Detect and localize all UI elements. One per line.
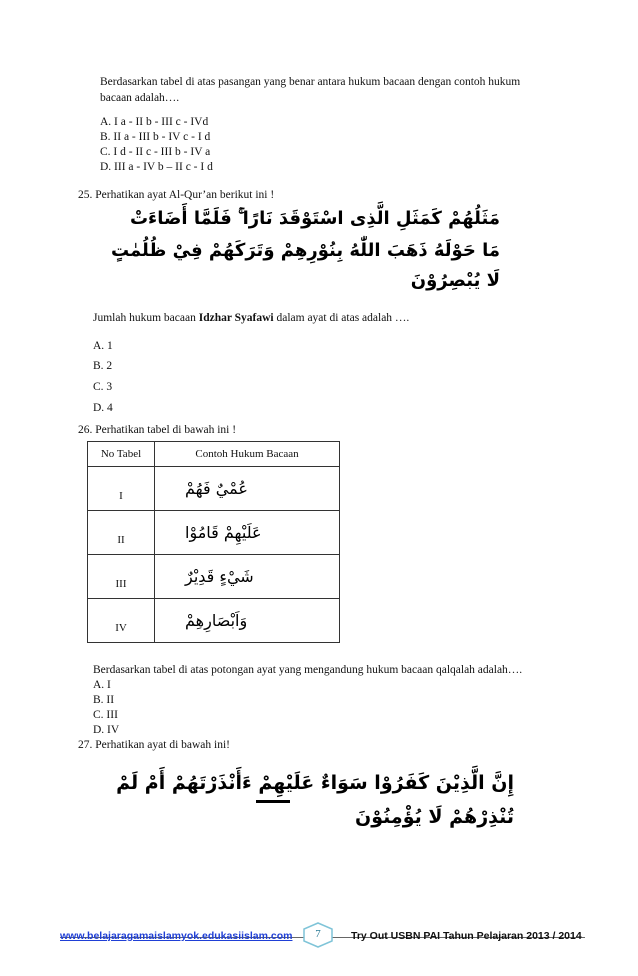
q27-prompt: 27. Perhatikan ayat di bawah ini! xyxy=(78,739,231,751)
q26-table-header-example: Contoh Hukum Bacaan xyxy=(155,442,340,467)
q27-ayah-underline xyxy=(256,800,290,803)
q24-text-line1: Berdasarkan tabel di atas pasangan yang benar antara hukum bacaan dengan contoh hukum xyxy=(100,76,521,88)
q26-row-arabic: وَاَبْصَارِهِمْ xyxy=(155,599,340,643)
q24-option-d: D. III a - IV b – II c - I d xyxy=(100,161,213,173)
q26-row-no: IV xyxy=(88,599,155,643)
q25-prompt: 25. Perhatikan ayat Al-Qur’an berikut ini ! xyxy=(78,189,275,201)
q25-ayah-image xyxy=(100,206,500,298)
q25-question-prefix: Jumlah hukum bacaan xyxy=(93,312,199,324)
q26-table-header-no: No Tabel xyxy=(88,442,155,467)
q25-ayah-line1: مَثَلُهُمْ كَمَثَلِ الَّذِى اسْتَوْقَدَ نَارًا ۚ فَلَمَّا أَضَاءَتْ xyxy=(129,208,500,229)
q27-ayah-line1: إِنَّ الَّذِيْنَ كَفَرُوْا سَوَاءٌ عَلَيْهِمْ ءَأَنْذَرْتَهُمْ أَمْ لَمْ xyxy=(116,772,514,794)
q26-option-b: B. II xyxy=(93,694,115,706)
q27-ayah-image xyxy=(70,772,514,840)
q24-option-b: B. II a - III b - IV c - I d xyxy=(100,131,211,143)
q25-option-c: C. 3 xyxy=(93,381,113,393)
q26-row-arabic: عَلَيْهِمْ قَامُوْا xyxy=(155,511,340,555)
page-number: 7 xyxy=(315,928,321,940)
q24-text-line2: bacaan adalah…. xyxy=(100,92,180,104)
q26-table xyxy=(87,441,340,643)
q26-row-no: I xyxy=(88,467,155,511)
footer-link[interactable]: www.belajaragamaislamyok.edukasiislam.com xyxy=(60,930,293,942)
q26-table-row xyxy=(88,467,340,511)
q25-question xyxy=(93,311,409,325)
q25-question-bold: Idzhar Syafawi xyxy=(198,312,274,324)
q26-row-arabic: شَيْءٍ قَدِيْرٌ xyxy=(155,555,340,599)
q26-prompt: 26. Perhatikan tabel di bawah ini ! xyxy=(78,424,237,436)
q25-option-d: D. 4 xyxy=(93,402,113,414)
q26-table-row xyxy=(88,555,340,599)
q26-table-row xyxy=(88,599,340,643)
q25-ayah-line3: لَا يُبْصِرُوْنَ xyxy=(410,270,500,291)
q26-table-row xyxy=(88,511,340,555)
page-number-badge xyxy=(302,922,334,948)
q25-ayah-line2: مَا حَوْلَهُ ذَهَبَ اللّٰهُ بِنُوْرِهِمْ وَتَرَكَهُمْ فِيْ ظُلُمٰتٍ xyxy=(110,240,500,261)
q24-option-a: A. I a - II b - III c - IVd xyxy=(100,116,209,128)
q25-question-suffix: dalam ayat di atas adalah …. xyxy=(273,312,410,324)
q25-option-b: B. 2 xyxy=(93,360,113,372)
q26-row-no: III xyxy=(88,555,155,599)
q26-option-a: A. I xyxy=(93,679,111,691)
q26-option-c: C. III xyxy=(93,709,118,721)
footer-title: Try Out USBN PAI Tahun Pelajaran 2013 / 2014 xyxy=(351,930,582,942)
q26-question: Berdasarkan tabel di atas potongan ayat yang mengandung hukum bacaan qalqalah adalah…. xyxy=(93,664,523,676)
q24-option-c: C. I d - II c - III b - IV a xyxy=(100,146,211,158)
q27-ayah-line2: تُنْذِرْهُمْ لَا يُؤْمِنُوْنَ xyxy=(355,806,514,828)
q26-row-arabic: عُمْيٌ فَهُمْ xyxy=(155,467,340,511)
q26-option-d: D. IV xyxy=(93,724,120,736)
q25-option-a: A. 1 xyxy=(93,340,113,352)
q26-row-no: II xyxy=(88,511,155,555)
